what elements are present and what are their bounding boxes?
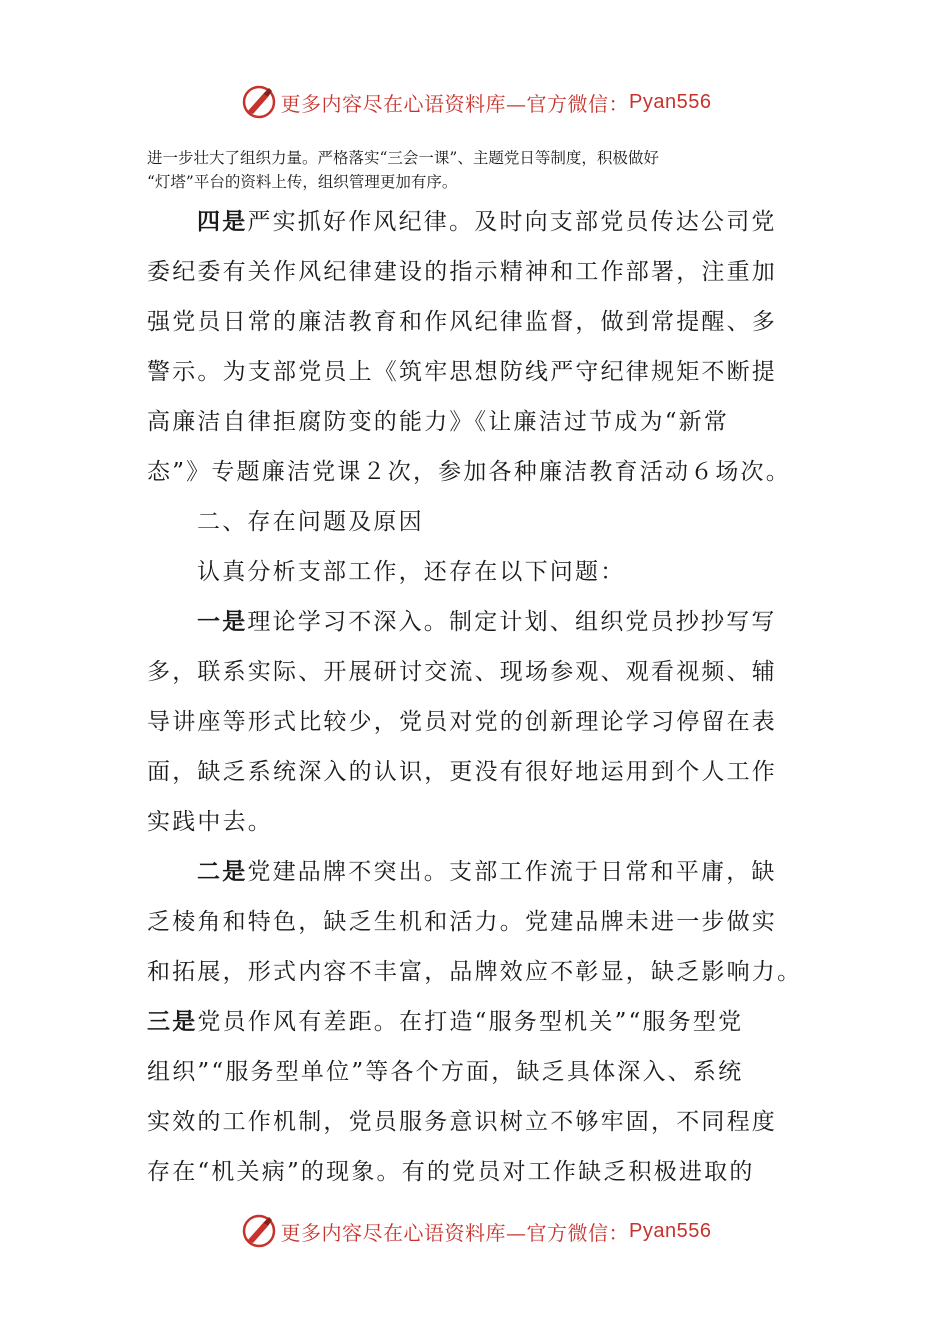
watermark-banner-bottom — [0, 1211, 950, 1251]
paragraph-line: 导讲座等形式比较少，党员对党的创新理论学习停留在表 — [147, 709, 777, 735]
paragraph-line: 面，缺乏系统深入的认识，更没有很好地运用到个人工作 — [147, 759, 777, 785]
pen-circle-logo-icon — [239, 1211, 279, 1251]
document-body — [147, 197, 807, 1197]
point-label: 一是 — [197, 608, 248, 635]
paragraph-line: 实效的工作机制，党员服务意识树立不够牢固，不同程度 — [147, 1109, 777, 1135]
watermark-banner-top — [0, 82, 950, 122]
paragraph-line: 和拓展，形式内容不丰富，品牌效应不彰显，缺乏影响力。 — [147, 959, 803, 985]
paragraph-line: 存在“机关病”的现象。有的党员对工作缺乏积极进取的 — [147, 1159, 755, 1185]
paragraph-line: 态”》专题廉洁党课２次，参加各种廉洁教育活动６场次。 — [147, 459, 791, 485]
continuation-paragraph — [147, 146, 807, 194]
line-text: 党建品牌不突出。支部工作流于日常和平庸，缺 — [247, 859, 777, 885]
paragraph-line: 警示。为支部党员上《筑牢思想防线严守纪律规矩不断提 — [147, 359, 777, 385]
continuation-line: 进一步壮大了组织力量。严格落实“三会一课”、主题党日等制度，积极做好 — [147, 149, 659, 167]
paragraph-line — [147, 997, 807, 1047]
paragraph-line: 高廉洁自律拒腐防变的能力》《让廉洁过节成为“新常 — [147, 409, 730, 435]
paragraph-line: 委纪委有关作风纪律建设的指示精神和工作部署，注重加 — [147, 259, 777, 285]
watermark-text: 更多内容尽在心语资料库—官方微信： — [280, 91, 630, 116]
point-label: 三是 — [147, 1008, 198, 1035]
paragraph-line: 组织”“服务型单位”等各个方面，缺乏具体深入、系统 — [147, 1059, 744, 1085]
watermark-text: 更多内容尽在心语资料库—官方微信： — [280, 1220, 630, 1245]
watermark-wechat-id: Pyan556 — [629, 90, 712, 113]
paragraph-line: 认真分析支部工作，还存在以下问题： — [197, 559, 626, 585]
point-label: 四是 — [197, 208, 248, 235]
continuation-line: “灯塔”平台的资料上传，组织管理更加有序。 — [147, 173, 458, 191]
pen-circle-logo-icon — [239, 82, 279, 122]
point-label: 二是 — [197, 858, 248, 885]
line-text: 党员作风有差距。在打造“服务型机关”“服务型党 — [197, 1009, 744, 1035]
paragraph-line — [147, 597, 807, 647]
paragraph-line: 强党员日常的廉洁教育和作风纪律监督，做到常提醒、多 — [147, 309, 777, 335]
section-heading: 二、存在问题及原因 — [197, 509, 424, 535]
paragraph-line: 乏棱角和特色，缺乏生机和活力。党建品牌未进一步做实 — [147, 909, 777, 935]
paragraph-line — [147, 847, 807, 897]
watermark-wechat-id: Pyan556 — [629, 1219, 712, 1242]
line-text: 严实抓好作风纪律。及时向支部党员传达公司党 — [247, 209, 777, 235]
paragraph-line — [147, 197, 807, 247]
paragraph-line: 多，联系实际、开展研讨交流、现场参观、观看视频、辅 — [147, 659, 777, 685]
paragraph-line: 实践中去。 — [147, 809, 273, 835]
line-text: 理论学习不深入。制定计划、组织党员抄抄写写 — [247, 609, 777, 635]
